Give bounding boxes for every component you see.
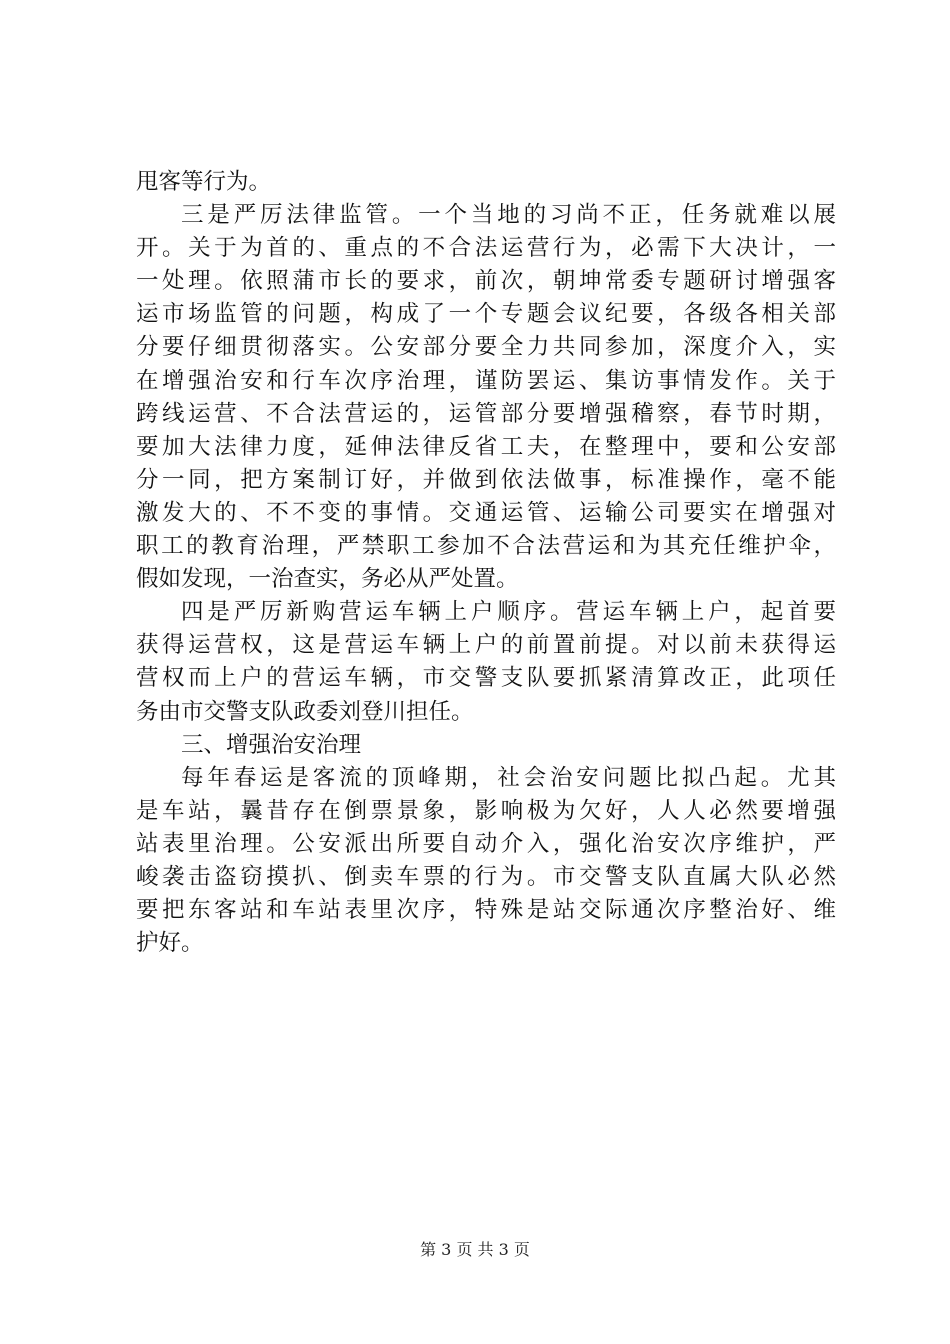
section-heading: 三、增强治安治理 — [181, 731, 362, 758]
text-line: 跨线运营、不合法营运的，运管部分要增强稽察，春节时期， — [136, 400, 836, 427]
text-line: 获得运营权，这是营运车辆上户的前置前提。对以前未获得运 — [136, 632, 836, 659]
text-line: 营权而上户的营运车辆，市交警支队要抓紧清算改正，此项任 — [136, 665, 836, 692]
paragraph-first-line: 三是严厉法律监管。一个当地的习尚不正，任务就难以展 — [181, 202, 836, 229]
text-line: 开。关于为首的、重点的不合法运营行为，必需下大决计，一 — [136, 235, 836, 262]
text-line: 激发大的、不不变的事情。交通运管、运输公司要实在增强对 — [136, 499, 836, 526]
text-line: 要加大法律力度，延伸法律反省工夫，在整理中，要和公安部 — [136, 433, 836, 460]
document-body — [136, 166, 836, 960]
text-line: 假如发现，一治查实，务必从严处置。 — [136, 566, 519, 593]
text-line: 峻袭击盗窃摸扒、倒卖车票的行为。市交警支队直属大队必然 — [136, 863, 836, 890]
text-line: 职工的教育治理，严禁职工参加不合法营运和为其充任维护伞， — [136, 533, 836, 560]
text-line: 在增强治安和行车次序治理，谨防罢运、集访事情发作。关于 — [136, 367, 836, 394]
text-line: 分一同，把方案制订好，并做到依法做事，标准操作，毫不能 — [136, 466, 836, 493]
text-line: 甩客等行为。 — [136, 169, 272, 195]
text-line: 分要仔细贯彻落实。公安部分要全力共同参加，深度介入，实 — [136, 334, 836, 361]
paragraph-first-line: 每年春运是客流的顶峰期，社会治安问题比拟凸起。尤其 — [181, 764, 836, 791]
paragraph-first-line: 四是严厉新购营运车辆上户顺序。营运车辆上户，起首要 — [181, 599, 836, 626]
text-line: 运市场监管的问题，构成了一个专题会议纪要，各级各相关部 — [136, 301, 836, 328]
text-line: 是车站，曩昔存在倒票景象，影响极为欠好，人人必然要增强 — [136, 797, 836, 824]
text-line: 要把东客站和车站表里次序，特殊是站交际通次序整治好、维 — [136, 897, 836, 924]
page-number-label: 第 3 页 共 3 页 — [420, 1240, 530, 1259]
text-line: 护好。 — [136, 930, 204, 957]
text-line: 站表里治理。公安派出所要自动介入，强化治安次序维护，严 — [136, 830, 836, 857]
page-footer — [0, 1240, 950, 1260]
text-line: 务由市交警支队政委刘登川担任。 — [136, 698, 474, 725]
text-line: 一处理。依照蒲市长的要求，前次，朝坤常委专题研讨增强客 — [136, 268, 836, 295]
